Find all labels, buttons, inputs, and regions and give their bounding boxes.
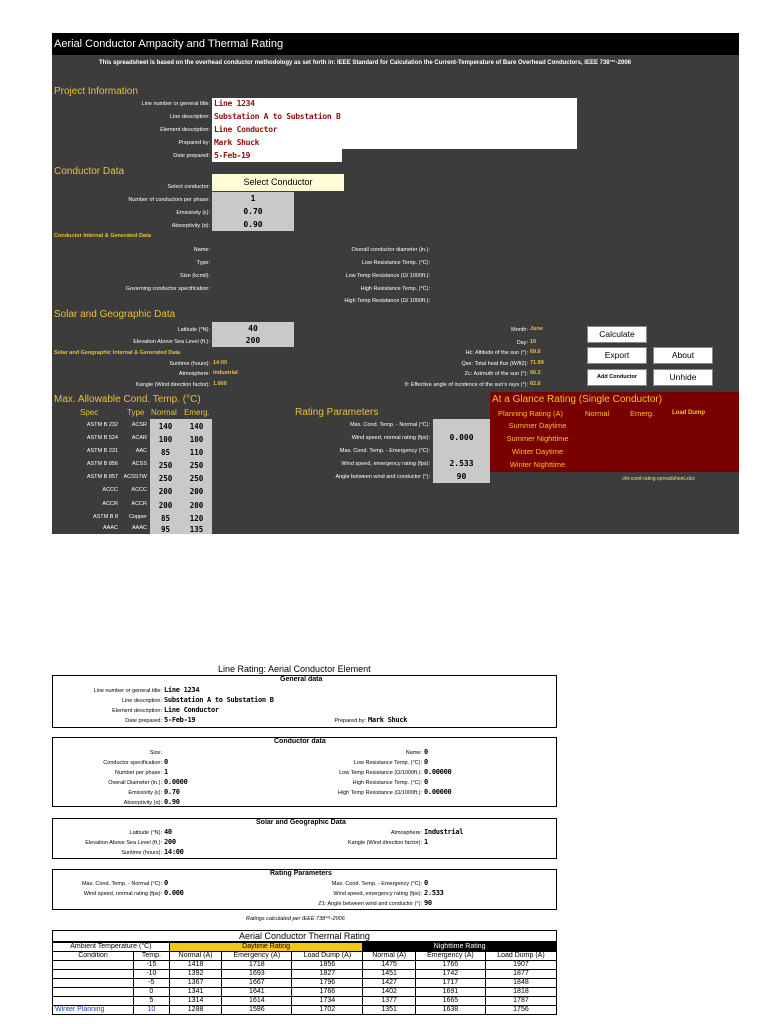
r-max-normal-value: 0 — [164, 879, 168, 887]
thermal-cell-dl: 1734 — [292, 997, 363, 1006]
thermal-cell-cond — [53, 961, 134, 970]
glance-col-normal: Normal — [585, 409, 610, 418]
r-line-desc-value: Substation A to Substation B — [164, 696, 274, 704]
thermal-cell-temp: 0 — [133, 988, 169, 997]
max-temp-type: ACSS — [132, 461, 147, 467]
max-temp-normal[interactable]: 100 — [158, 435, 173, 444]
r-wind-emerg-value: 2.533 — [424, 889, 444, 897]
r-element-label: Element description: — [112, 708, 162, 714]
r-emis-label: Emissivity (ε): — [128, 790, 162, 796]
rating-params-heading: Rating Parameters — [295, 407, 379, 418]
thermal-cell-dn: 1314 — [169, 997, 222, 1006]
conductor-internal-heading: Conductor Internal & Generated Data — [54, 233, 151, 239]
thermal-row — [53, 979, 557, 988]
r-atm-value: Industrial — [424, 828, 464, 836]
r-diam-value: 0.0000 — [164, 778, 188, 786]
thermal-cell-de: 1641 — [222, 988, 292, 997]
glance-heading: At a Glance Rating (Single Conductor) — [492, 394, 663, 405]
element-field[interactable]: Line Conductor — [214, 125, 278, 134]
max-temp-spec: ASTM B 856 — [86, 461, 118, 467]
max-temp-spec: ACCR — [102, 501, 118, 507]
r-lowt-label: Low Resistance Temp. (°C): — [353, 760, 422, 766]
thermal-cell-dl: 1796 — [292, 979, 363, 988]
num-conductors-field[interactable]: 1 — [250, 194, 256, 203]
r-kangle-value: 1 — [424, 838, 428, 846]
cond-name-label: Name: — [193, 247, 210, 253]
max-temp-emerg[interactable]: 200 — [189, 487, 204, 496]
month-label: Month: — [511, 327, 528, 333]
thermal-cell-ne: 1766 — [415, 961, 485, 970]
r-elev-label: Elevation Above Sea Level (ft.): — [85, 840, 162, 846]
theta-label: θ: Effective angle of incidence of the sun's rays (°): — [404, 382, 528, 388]
r-lat-label: Latitude (°N): — [129, 830, 162, 836]
col-emerg-header: Emerg. — [184, 408, 210, 417]
thermal-cell-de: 1614 — [222, 997, 292, 1006]
max-temp-spec: ASTM B 857 — [86, 474, 118, 480]
project-input-area — [212, 98, 577, 149]
max-normal-label: Max. Cond. Temp. - Normal (°C): — [349, 422, 430, 428]
conductor-heading: Conductor Data — [54, 166, 125, 177]
r-highr-value: 0.00000 — [424, 788, 452, 796]
r-name-label: Name: — [405, 750, 422, 756]
max-temp-emerg[interactable]: 200 — [189, 501, 204, 510]
glance-row-label: Winter Daytime — [511, 447, 564, 456]
export-button[interactable]: Export — [587, 347, 647, 364]
wind-emerg-field[interactable]: 2.533 — [449, 459, 474, 468]
cond-lowt-label: Low Resistance Temp. (°C): — [361, 260, 430, 266]
r-line-number-value: Line 1234 — [164, 686, 200, 694]
thermal-cell-cond — [53, 988, 134, 997]
thermal-cell-cond — [53, 997, 134, 1006]
thermal-cell-ne: 1742 — [415, 970, 485, 979]
line-desc-field[interactable]: Substation A to Substation B — [214, 112, 341, 121]
r-num-value: 1 — [164, 768, 168, 776]
max-temp-emerg[interactable]: 135 — [189, 525, 204, 534]
r-spec-label: Conductor specification: — [103, 760, 162, 766]
cond-lowr-label: Low Temp Resistance (Ω/ 1000ft.): — [345, 273, 430, 279]
solar-heading: Solar and Geographic Data — [54, 309, 176, 320]
thermal-cell-nn: 1451 — [363, 970, 416, 979]
glance-col-emerg: Emerg. — [630, 409, 655, 418]
thermal-row — [53, 997, 557, 1006]
kangle-value: 1.000 — [213, 381, 227, 387]
thermal-cell-dn: 1392 — [169, 970, 222, 979]
r-conductor-heading: Conductor data — [274, 738, 326, 745]
absorptivity-label: Absorptivity (α): — [171, 223, 210, 229]
max-temp-normal[interactable]: 200 — [158, 501, 173, 510]
max-temp-emerg[interactable]: 100 — [189, 435, 204, 444]
thermal-cell-ne: 1717 — [415, 979, 485, 988]
r-max-normal-label: Max. Cond. Temp. - Normal (°C): — [81, 881, 162, 887]
max-temp-normal[interactable]: 140 — [158, 422, 173, 431]
r-lowt-value: 0 — [424, 758, 428, 766]
thermal-cell-nl: 1756 — [485, 1006, 556, 1015]
thermal-cell-de: 1693 — [222, 970, 292, 979]
max-temp-spec: ASTM B 8 — [92, 514, 118, 520]
max-temp-spec: ASTM B 232 — [86, 422, 118, 428]
max-temp-normal[interactable]: 85 — [160, 448, 171, 457]
general-heading: General data — [280, 676, 323, 683]
calculate-button[interactable]: Calculate — [587, 326, 647, 343]
add-conductor-button[interactable]: Add Conductor — [587, 369, 647, 386]
thermal-row — [53, 961, 557, 970]
cond-highr-label: High Temp Resistance (Ω/ 1000ft.): — [344, 298, 430, 304]
thermal-cell-temp: -10 — [133, 970, 169, 979]
r-atm-label: Atmosphere: — [390, 830, 422, 836]
r-lowr-label: Low Temp Resistance (Ω/1000ft.): — [339, 770, 422, 776]
angle-label: Angle between wind and conductor (°): — [335, 474, 430, 480]
thermal-cell-ne: 1665 — [415, 997, 485, 1006]
col-day-normal: Normal (A) — [169, 952, 222, 961]
max-temp-type: AAC — [135, 448, 147, 454]
max-temp-spec: ASTM B 231 — [86, 448, 118, 454]
wind-normal-label: Wind speed, normal rating (fps): — [351, 435, 430, 441]
r-elev-value: 200 — [164, 838, 176, 846]
date-label: Date prepared: — [173, 153, 210, 159]
col-temp: Temp. — [133, 952, 169, 961]
col-night-load: Load Dump (A) — [485, 952, 556, 961]
r-abs-value: 0.90 — [164, 798, 180, 806]
date-field[interactable]: 5-Feb-19 — [214, 151, 251, 160]
angle-field[interactable]: 90 — [456, 472, 467, 481]
atmosphere-label: Atmosphere: — [178, 371, 210, 377]
cond-diam-label: Overall conductor diameter (in.): — [351, 247, 430, 253]
col-day-emerg: Emergency (A) — [222, 952, 292, 961]
month-value: June — [530, 326, 543, 332]
thermal-cell-temp: 5 — [133, 997, 169, 1006]
max-temp-emerg[interactable]: 250 — [189, 474, 204, 483]
report-title: Line Rating: Aerial Conductor Element — [218, 664, 371, 674]
day-label: Day: — [516, 340, 528, 346]
max-temp-spec: AAAC — [103, 525, 118, 531]
max-emerg-label: Max. Cond. Temp. - Emergency (°C): — [339, 448, 430, 454]
thermal-cell-nn: 1475 — [363, 961, 416, 970]
unhide-button[interactable]: Unhide — [653, 369, 713, 386]
wind-emerg-label: Wind speed, emergency rating (fps): — [341, 461, 430, 467]
r-highr-label: High Temp Resistance (Ω/1000ft.): — [337, 790, 422, 796]
r-max-emerg-label: Max. Cond. Temp. - Emergency (°C): — [331, 881, 422, 887]
cond-type-label: Type: — [196, 260, 210, 266]
daytime-header: Daytime Rating — [169, 943, 363, 952]
r-hight-label: High Resistance Temp. (°C): — [352, 780, 422, 786]
col-day-load: Load Dump (A) — [292, 952, 363, 961]
max-temp-heading: Max. Allowable Cond. Temp. (°C) — [54, 394, 201, 405]
glance-col-load: Load Dump — [672, 410, 705, 416]
thermal-cell-nl: 1848 — [485, 979, 556, 988]
max-temp-normal[interactable]: 200 — [158, 487, 173, 496]
r-diam-label: Overall Diameter (in.): — [108, 780, 162, 786]
prepared-label: Prepared by: — [178, 140, 210, 146]
qse-value: 71.99 — [530, 360, 544, 366]
thermal-cell-de: 1586 — [222, 1006, 292, 1015]
max-temp-type: AAAC — [132, 525, 147, 531]
thermal-row — [53, 970, 557, 979]
suntime-label: Suntime (hours): — [169, 361, 210, 367]
nighttime-header: Nighttime Rating — [363, 943, 557, 952]
r-line-number-label: Line number or general title: — [93, 688, 162, 694]
r-lat-value: 40 — [164, 828, 172, 836]
elevation-label: Elevation Above Sea Level (ft.): — [133, 339, 210, 345]
thermal-cell-temp: -5 — [133, 979, 169, 988]
filename-label: oht-cond-rating-spreadsheet.xlsx — [622, 476, 695, 482]
thermal-cell-nn: 1427 — [363, 979, 416, 988]
thermal-cell-cond — [53, 979, 134, 988]
max-temp-emerg[interactable]: 140 — [189, 422, 204, 431]
col-spec-header: Spec — [80, 408, 99, 417]
wind-normal-field[interactable]: 0.000 — [449, 433, 474, 442]
cond-spec-label: Governing conductor specification: — [125, 286, 210, 292]
r-lowr-value: 0.00000 — [424, 768, 452, 776]
thermal-cell-nl: 1787 — [485, 997, 556, 1006]
cond-hight-label: High Resistance Temp. (°C): — [360, 286, 430, 292]
ambient-header: Ambient Temperature (°C) — [53, 943, 170, 952]
max-temp-type: ACSSTW — [123, 474, 147, 480]
max-temp-type: ACCR — [131, 501, 147, 507]
col-night-normal: Normal (A) — [363, 952, 416, 961]
max-temp-normal[interactable]: 95 — [160, 525, 171, 534]
thermal-cell-nn: 1402 — [363, 988, 416, 997]
col-night-emerg: Emergency (A) — [415, 952, 485, 961]
thermal-cell-dn: 1418 — [169, 961, 222, 970]
zc-value: 66.2 — [530, 370, 541, 376]
thermal-cell-de: 1667 — [222, 979, 292, 988]
thermal-cell-nl: 1877 — [485, 970, 556, 979]
ieee-note: Ratings calculated per IEEE 738™-2006 — [246, 916, 345, 922]
select-conductor-label: Select conductor: — [167, 184, 210, 190]
hc-label: Hc: Altitude of the sun (°): — [465, 350, 528, 356]
r-wind-emerg-label: Wind speed, emergency rating (fps): — [333, 891, 422, 897]
thermal-table — [52, 942, 557, 1015]
max-temp-emerg[interactable]: 110 — [189, 448, 204, 457]
max-temp-normal[interactable]: 250 — [158, 461, 173, 470]
r-name-value: 0 — [424, 748, 428, 756]
r-element-value: Line Conductor — [164, 706, 219, 714]
prepared-field[interactable]: Mark Shuck — [214, 138, 260, 147]
r-prepared-label: Prepared by: — [334, 718, 366, 724]
max-temp-type: ACSR — [131, 422, 147, 428]
thermal-cell-nl: 1818 — [485, 988, 556, 997]
line-desc-label: Line description: — [169, 114, 210, 120]
thermal-cell-cond: Winter Planning — [53, 1006, 134, 1015]
absorptivity-field[interactable]: 0.90 — [243, 220, 263, 229]
max-temp-emerg[interactable]: 250 — [189, 461, 204, 470]
hc-value: 69.6 — [530, 349, 541, 355]
line-number-label: Line number or general title: — [141, 101, 210, 107]
col-type-header: Type — [127, 408, 145, 417]
r-angle-value: 90 — [424, 899, 432, 907]
page-title: Aerial Conductor Ampacity and Thermal Rating — [54, 38, 284, 50]
col-condition: Condition — [53, 952, 134, 961]
select-conductor-dropdown[interactable]: Select Conductor — [212, 174, 344, 191]
max-temp-normal[interactable]: 250 — [158, 474, 173, 483]
max-temp-emerg[interactable]: 120 — [189, 514, 204, 523]
r-size-label: Size: — [149, 750, 162, 756]
col-normal-header: Normal — [151, 408, 177, 417]
kangle-label: Kangle (Wind direction factor): — [136, 382, 210, 388]
latitude-field[interactable]: 40 — [248, 324, 258, 333]
thermal-cell-ne: 1638 — [415, 1006, 485, 1015]
max-temp-spec: ACCC — [102, 487, 118, 493]
r-max-emerg-value: 0 — [424, 879, 428, 887]
thermal-cell-nn: 1377 — [363, 997, 416, 1006]
glance-row-label: Winter Nighttime — [509, 460, 566, 469]
thermal-cell-nn: 1351 — [363, 1006, 416, 1015]
r-params-heading: Rating Parameters — [270, 870, 332, 877]
thermal-row — [53, 1006, 557, 1015]
thermal-cell-dl: 1827 — [292, 970, 363, 979]
r-line-desc-label: Line description: — [121, 698, 162, 704]
project-heading: Project Information — [54, 86, 138, 97]
atmosphere-value: Industrial — [213, 370, 238, 376]
r-num-label: Number per phase: — [114, 770, 162, 776]
r-abs-label: Absorptivity (α): — [123, 800, 162, 806]
suntime-value: 14:00 — [213, 360, 228, 366]
thermal-cell-dl: 1856 — [292, 961, 363, 970]
element-label: Element description: — [160, 127, 210, 133]
thermal-cell-nl: 1907 — [485, 961, 556, 970]
about-button[interactable]: About — [653, 347, 713, 364]
solar-internal-heading: Solar and Geographic Internal & Generated Data — [54, 350, 181, 356]
r-kangle-label: Kangle (Wind direction factor): — [348, 840, 422, 846]
thermal-cell-temp: -15 — [133, 961, 169, 970]
r-date-value: 5-Feb-19 — [164, 716, 196, 724]
thermal-cell-temp: 10 — [133, 1006, 169, 1015]
thermal-title: Aerial Conductor Thermal Rating — [239, 931, 370, 941]
r-solar-heading: Solar and Geographic Data — [256, 819, 346, 826]
thermal-cell-dn: 1367 — [169, 979, 222, 988]
intro-text: This spreadsheet is based on the overhead conductor methodology as set forth in: IEEE Standard for Calculation the Current-Temperature of Bare Overhead Conductors, IEEE 738™-2006 — [98, 60, 631, 66]
emissivity-label: Emissivity (ε): — [176, 210, 210, 216]
glance-row-label: Summer Daytime — [508, 421, 567, 430]
elevation-field[interactable]: 200 — [245, 336, 261, 345]
max-temp-type: ACCC — [131, 487, 147, 493]
max-temp-type: ACAR — [131, 435, 147, 441]
r-spec-value: 0 — [164, 758, 168, 766]
r-wind-normal-value: 0.000 — [164, 889, 184, 897]
thermal-cell-dl: 1766 — [292, 988, 363, 997]
num-conductors-label: Number of conductors per phase: — [128, 197, 210, 203]
cond-size-label: Size (kcmil): — [180, 273, 210, 279]
r-date-label: Date prepared: — [125, 718, 162, 724]
day-value: 10 — [530, 339, 537, 345]
theta-value: 62.6 — [530, 381, 541, 387]
thermal-cell-de: 1718 — [222, 961, 292, 970]
r-angle-label: Z1: Angle between wind and conductor (°): — [318, 901, 422, 907]
thermal-cell-dn: 1288 — [169, 1006, 222, 1015]
glance-row-label: Summer Nighttime — [506, 434, 569, 443]
latitude-label: Latitude (°N): — [177, 327, 210, 333]
r-sun-value: 14:00 — [164, 848, 184, 856]
thermal-row — [53, 988, 557, 997]
max-temp-type: Copper — [128, 514, 147, 520]
emissivity-field[interactable]: 0.70 — [243, 207, 263, 216]
line-number-field[interactable]: Line 1234 — [214, 99, 255, 108]
r-emis-value: 0.70 — [164, 788, 180, 796]
max-temp-spec: ASTM B 524 — [86, 435, 118, 441]
thermal-cell-ne: 1691 — [415, 988, 485, 997]
glance-col-planning: Planning Rating (A) — [498, 409, 564, 418]
thermal-cell-cond — [53, 970, 134, 979]
r-sun-label: Suntime (hours): — [121, 850, 162, 856]
qse-label: Qse: Total heat flux (W/ft2): — [461, 361, 528, 367]
r-prepared-value: Mark Shuck — [368, 716, 408, 724]
r-hight-value: 0 — [424, 778, 428, 786]
max-temp-normal[interactable]: 85 — [160, 514, 171, 523]
thermal-cell-dl: 1702 — [292, 1006, 363, 1015]
r-wind-normal-label: Wind speed, normal rating (fps): — [83, 891, 162, 897]
thermal-cell-dn: 1341 — [169, 988, 222, 997]
zc-label: Zc: Azimuth of the sun (°): — [464, 371, 528, 377]
